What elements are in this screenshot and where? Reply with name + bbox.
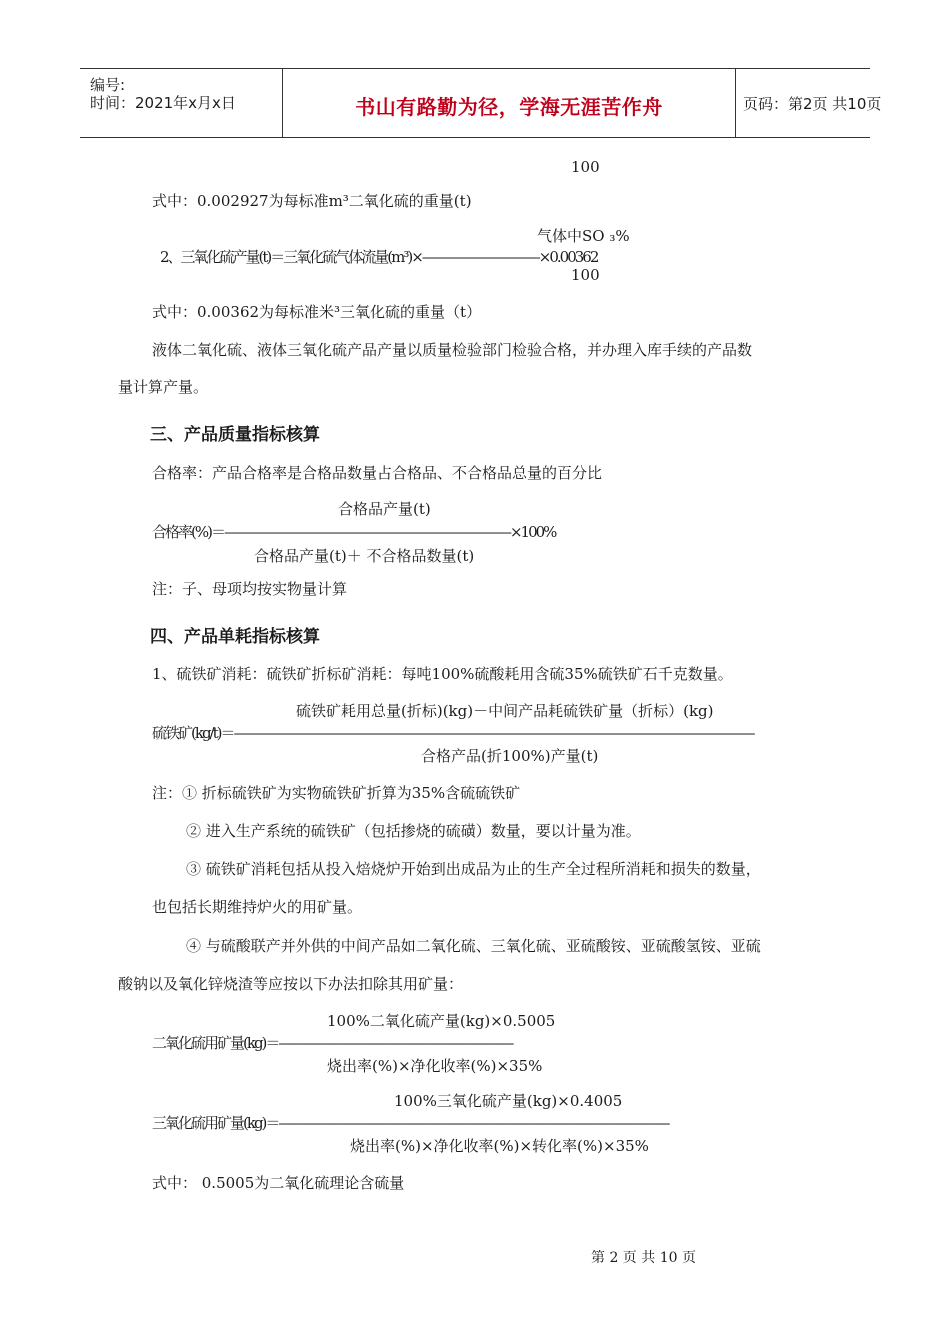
formula-numerator: 硫铁矿耗用总量(折标)(kg)－中间产品耗硫铁矿量（折标）(kg) <box>296 702 714 720</box>
note-line: ② 进入生产系统的硫铁矿（包括掺烧的硫磺）数量，要以计量为准。 <box>186 822 641 840</box>
formula-denominator: 合格品产量(t)＋ 不合格品数量(t) <box>254 547 475 565</box>
motto-text: 书山有路勤为径，学海无涯苦作舟 <box>355 95 663 119</box>
document-number-label: 编号: <box>90 76 126 94</box>
header-page-cell <box>735 69 882 137</box>
formula-denominator: 烧出率(%)×净化收率(%)×35% <box>327 1057 543 1075</box>
header-meta-cell <box>80 69 282 137</box>
formula-numerator: 100%三氧化硫产量(kg)×0.4005 <box>394 1092 623 1110</box>
text-line: 式中： 0.5005为二氧化硫理论含硫量 <box>152 1174 405 1192</box>
header-page-label: 页码：第2页 共10页 <box>743 95 882 113</box>
text-line: 式中：0.00362为每标准米³三氧化硫的重量（t） <box>152 303 482 321</box>
formula-line: 2、三氧化硫产量(t)＝三氧化硫气体流量(m³)×—————————×0.00362 <box>160 248 598 266</box>
text-line: 合格率：产品合格率是合格品数量占合格品、不合格品总量的百分比 <box>152 464 603 482</box>
header-motto-cell <box>282 69 736 137</box>
formula-line: 硫铁矿(kg/t)＝———————————————————————————————————————— <box>152 724 754 742</box>
document-date-label: 时间：2021年x月x日 <box>90 94 236 112</box>
formula-numerator: 合格品产量(t) <box>338 500 431 518</box>
formula-numerator: 气体中SO ₃% <box>537 227 630 245</box>
page-footer: 第 2 页 共 10 页 <box>591 1250 696 1266</box>
formula-denominator: 100 <box>571 266 600 284</box>
formula-line: 二氧化硫用矿量(kg)＝—————————————————— <box>152 1034 513 1052</box>
text-line: 1、硫铁矿消耗：硫铁矿折标矿消耗：每吨100%硫酸耗用含硫35%硫铁矿石千克数量。 <box>152 665 733 683</box>
formula-numerator: 100%二氧化硫产量(kg)×0.5005 <box>327 1012 556 1030</box>
formula-line: 三氧化硫用矿量(kg)＝—————————————————————————————— <box>152 1114 669 1132</box>
formula-line: 合格率(%)＝——————————————————————×100% <box>152 523 556 541</box>
section-heading-consumption: 四、产品单耗指标核算 <box>150 627 320 647</box>
note-line: 注：子、母项均按实物量计算 <box>152 580 348 598</box>
text-line: 式中：0.002927为每标准m³二氧化硫的重量(t) <box>152 192 472 210</box>
paragraph-line: 液体二氧化硫、液体三氧化硫产品产量以质量检验部门检验合格，并办理入库手续的产品数 <box>152 341 753 359</box>
section-heading-quality: 三、产品质量指标核算 <box>150 425 320 445</box>
formula-denominator: 合格产品(折100%)产量(t) <box>421 747 599 765</box>
note-line: 注：① 折标硫铁矿为实物硫铁矿折算为35%含硫硫铁矿 <box>152 784 521 802</box>
document-header <box>80 68 882 138</box>
note-line: ④ 与硫酸联产并外供的中间产品如二氧化硫、三氧化硫、亚硫酸铵、亚硫酸氢铵、亚硫 <box>186 937 761 955</box>
formula-denominator: 烧出率(%)×净化收率(%)×转化率(%)×35% <box>350 1137 649 1155</box>
note-line: ③ 硫铁矿消耗包括从投入焙烧炉开始到出成品为止的生产全过程所消耗和损失的数量， <box>186 860 761 878</box>
paragraph-line: 量计算产量。 <box>118 378 209 396</box>
note-line: 也包括长期维持炉火的用矿量。 <box>152 898 363 916</box>
formula-denominator: 100 <box>571 158 600 176</box>
note-line: 酸钠以及氧化锌烧渣等应按以下办法扣除其用矿量： <box>118 975 464 993</box>
